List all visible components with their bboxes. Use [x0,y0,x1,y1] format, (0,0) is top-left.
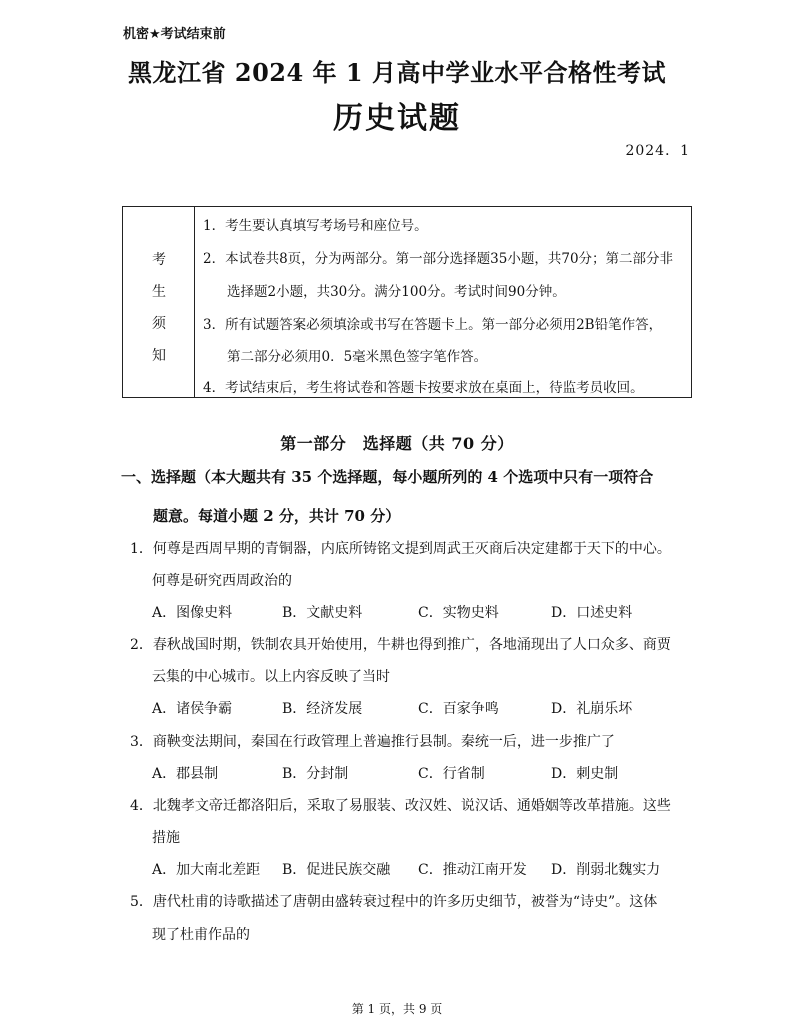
question-3-option-a: A．郡县制 [152,766,219,782]
notice-line: 4．考试结束后，考生将试卷和答题卡按要求放在桌面上，待监考员收回。 [203,380,644,396]
question-1-option-d: D．口述史料 [551,605,633,621]
question-4-option-a: A．加大南北差距 [152,862,261,878]
notice-label-char: 知 [152,348,166,364]
question-4-option-d: D．削弱北魏实力 [551,862,661,878]
notice-line: 3．所有试题答案必须填涂或书写在答题卡上。第一部分必须用2B铅笔作答， [203,317,663,333]
question-2-stem-cont: 云集的中心城市。以上内容反映了当时 [152,669,390,685]
part-one-title: 第一部分 选择题（共 70 分） [280,434,514,453]
notice-line: 2．本试卷共8页，分为两部分。第一部分选择题35小题，共70分；第二部分非 [203,251,674,267]
question-2-option-d: D．礼崩乐坏 [551,701,633,717]
question-4-stem: 4．北魏孝文帝迁都洛阳后，采取了易服装、改汉姓、说汉话、通婚姻等改革措施。这些 [130,798,671,814]
exam-date: 2024．1 [625,143,690,159]
question-4-stem-cont: 措施 [152,830,180,846]
page-footer: 第 1 页，共 9 页 [351,1002,443,1016]
notice-line: 第二部分必须用0．5毫米黑色签字笔作答。 [227,349,488,365]
question-3-option-b: B．分封制 [282,766,349,782]
notice-label-char: 考 [152,252,166,268]
section-heading: 一、选择题（本大题共有 35 个选择题，每小题所列的 4 个选项中只有一项符合 [121,468,654,486]
question-4-option-c: C．推动江南开发 [418,862,527,878]
question-3-option-d: D．刺史制 [551,766,619,782]
subject-title: 历史试题 [333,101,461,136]
question-5-stem-cont: 现了杜甫作品的 [152,927,250,943]
question-3-stem: 3．商鞅变法期间，秦国在行政管理上普遍推行县制。秦统一后，进一步推广了 [130,734,615,750]
question-1-option-b: B．文献史料 [282,605,363,621]
question-1-option-a: A．图像史料 [152,605,233,621]
question-5-stem: 5．唐代杜甫的诗歌描述了唐朝由盛转衰过程中的许多历史细节，被誉为“诗史”。这体 [130,894,658,910]
question-1-stem-cont: 何尊是研究西周政治的 [152,573,292,589]
question-1-option-c: C．实物史料 [418,605,499,621]
question-1-stem: 1．何尊是西周早期的青铜器，内底所铸铭文提到周武王灭商后决定建都于天下的中心。 [130,541,671,557]
section-heading-continued: 题意。每道小题 2 分，共计 70 分） [153,507,401,525]
question-4-option-b: B．促进民族交融 [282,862,391,878]
question-2-option-c: C．百家争鸣 [418,701,499,717]
notice-label-char: 生 [152,284,166,300]
confidential-mark: 机密★考试结束前 [123,27,226,42]
exam-title: 黑龙江省 2024 年 1 月高中学业水平合格性考试 [128,58,666,87]
notice-label-char: 须 [152,316,166,332]
question-2-option-a: A．诸侯争霸 [152,701,233,717]
notice-line: 1．考生要认真填写考场号和座位号。 [203,218,428,234]
question-3-option-c: C．行省制 [418,766,485,782]
notice-line: 选择题2小题，共30分。满分100分。考试时间90分钟。 [227,284,566,300]
notice-label-column [123,207,195,397]
candidate-notice-box [122,206,692,398]
question-2-stem: 2．春秋战国时期，铁制农具开始使用，牛耕也得到推广，各地涌现出了人口众多、商贾 [130,637,671,653]
question-2-option-b: B．经济发展 [282,701,363,717]
